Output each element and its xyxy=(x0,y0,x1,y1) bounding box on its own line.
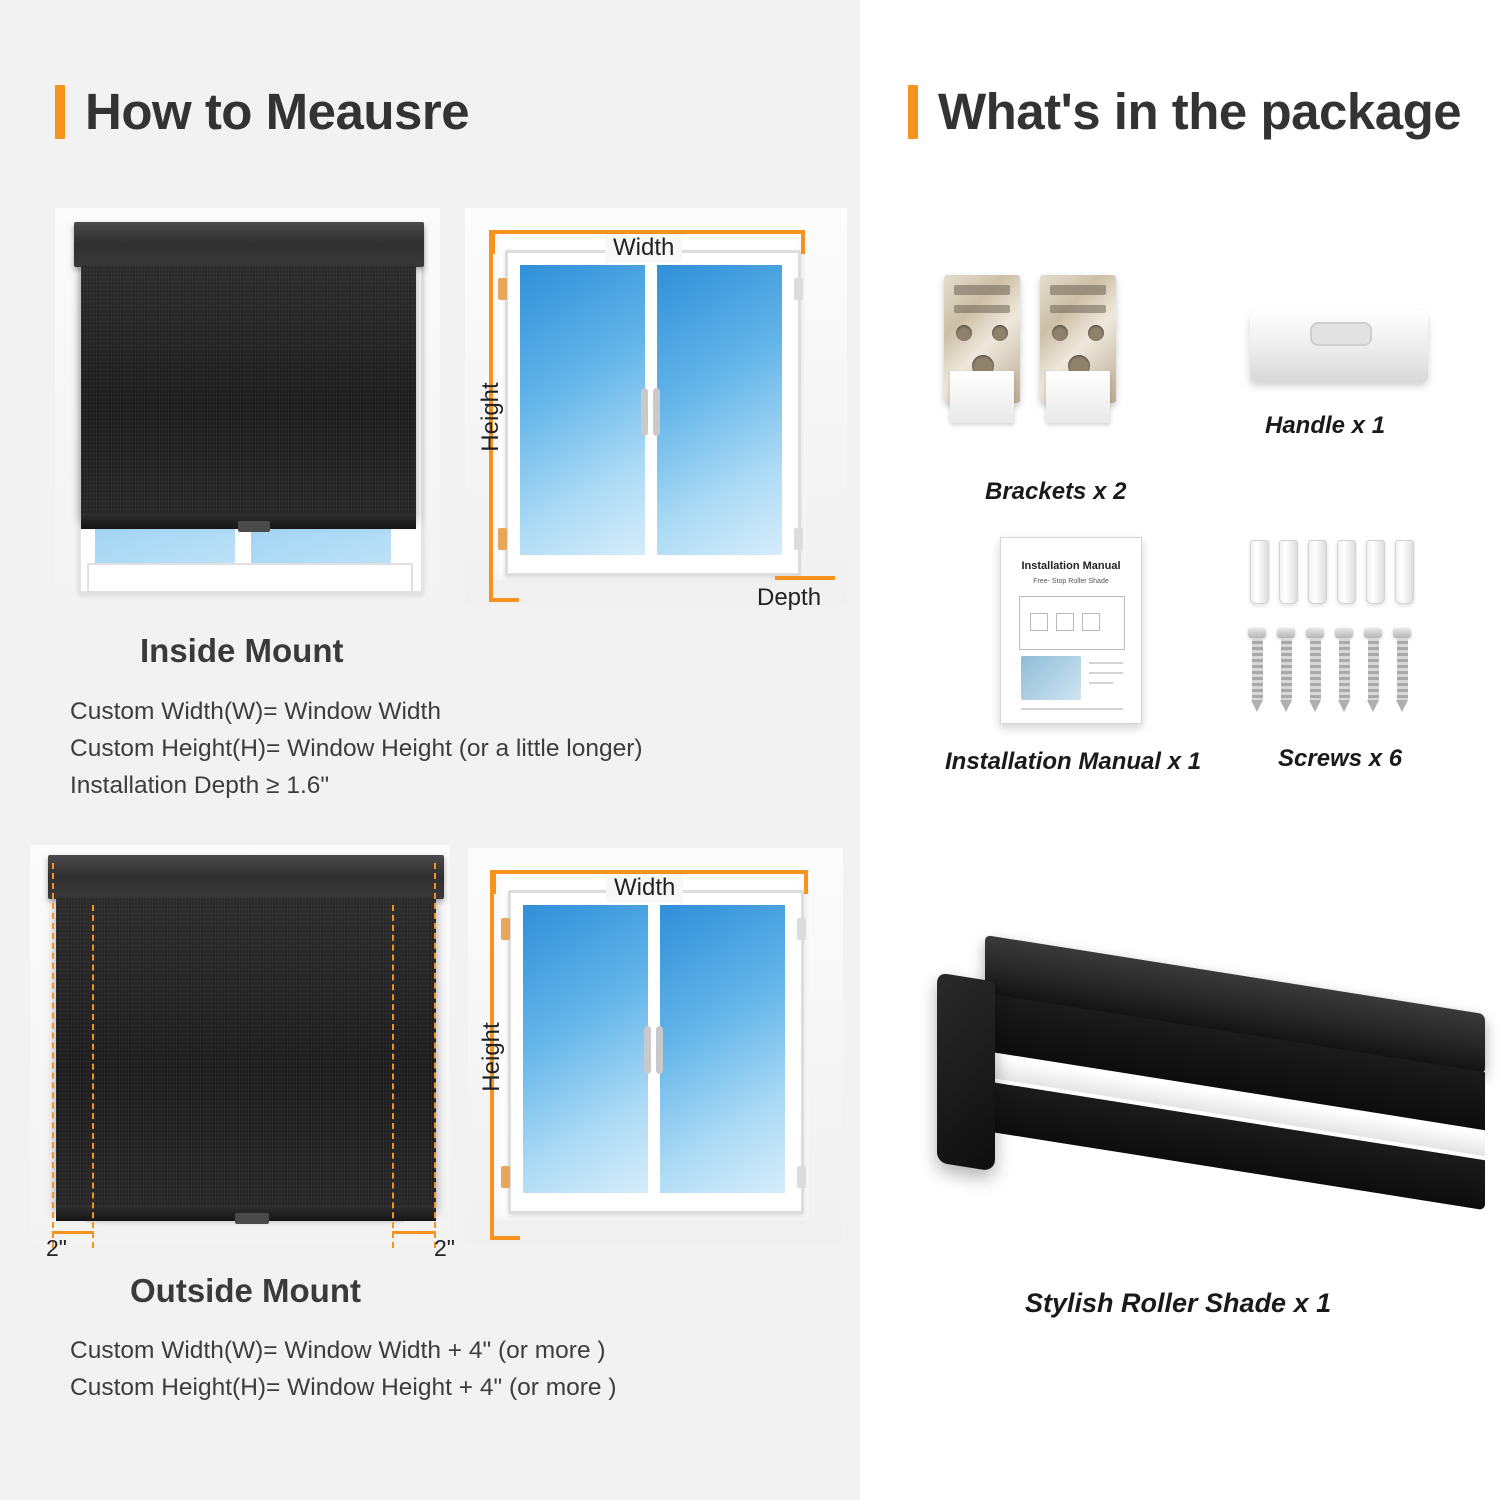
screw-6-head xyxy=(1393,628,1411,638)
manual-cover-title: Installation Manual xyxy=(1021,560,1121,572)
screw-5-shaft xyxy=(1368,638,1379,700)
screw-4-tip xyxy=(1338,700,1350,712)
hinge-bottom-left xyxy=(498,528,507,550)
label-screws: Screws x 6 xyxy=(1278,745,1403,772)
screw-1-shaft xyxy=(1252,638,1263,700)
screw-2-shaft xyxy=(1281,638,1292,700)
manual-text-line-2 xyxy=(1089,672,1123,674)
wall-anchor-6 xyxy=(1395,540,1414,604)
heading-text: How to Meausre xyxy=(85,83,470,140)
window-handle-left-outside xyxy=(644,1026,651,1074)
hinge-top-left-outside xyxy=(501,918,510,940)
wall-anchor-3 xyxy=(1308,540,1327,604)
overhang-guide-left xyxy=(52,863,54,1248)
manual-diagram-figure-3 xyxy=(1082,613,1100,631)
screw-2-tip xyxy=(1280,700,1292,712)
dim-label-left-margin: 2" xyxy=(46,1235,67,1261)
heading-package xyxy=(908,82,1461,141)
heading-text-package: What's in the package xyxy=(938,83,1462,140)
dim-label-right-margin: 2" xyxy=(434,1235,455,1261)
bracket-2-slot-top xyxy=(1050,285,1106,295)
outside-mount-label: Outside Mount xyxy=(130,1272,361,1309)
screw-3-tip xyxy=(1309,700,1321,712)
label-handle: Handle x 1 xyxy=(1265,412,1386,439)
manual-cover-photo xyxy=(1021,656,1081,700)
bracket-1-hole-right xyxy=(992,325,1008,341)
overhang-guide-right xyxy=(434,863,436,1248)
wall-anchor-5 xyxy=(1366,540,1385,604)
screw-1-tip xyxy=(1251,700,1263,712)
window-handle-right-outside xyxy=(656,1026,663,1074)
manual-diagram-box xyxy=(1019,596,1125,650)
screw-1-head xyxy=(1248,628,1266,638)
shade-pull-tab xyxy=(238,521,270,532)
wall-anchor-1 xyxy=(1250,540,1269,604)
label-brackets: Brackets x 2 xyxy=(985,478,1127,505)
dim-line-depth xyxy=(775,576,835,580)
dim-line-left-margin xyxy=(52,1231,94,1234)
inside-mount-measure-diagram xyxy=(465,208,847,611)
diagram-glass-left-outside xyxy=(523,905,648,1193)
dim-line-right-margin xyxy=(392,1231,436,1234)
handle-grip-slot xyxy=(1310,322,1372,346)
shade-valance xyxy=(74,222,424,267)
screw-4-head xyxy=(1335,628,1353,638)
bracket-1-hole-left xyxy=(956,325,972,341)
outside-mount-measure-diagram xyxy=(468,848,843,1243)
bracket-2-hole-right xyxy=(1088,325,1104,341)
wall-anchor-4 xyxy=(1337,540,1356,604)
right-panel-package-contents xyxy=(860,0,1500,1500)
accent-bar-package xyxy=(908,85,918,139)
dim-label-width-outside: Width xyxy=(606,874,683,902)
inside-spec-2: Custom Height(H)= Window Height (or a little longer) xyxy=(70,735,643,762)
screw-5-head xyxy=(1364,628,1382,638)
screw-6-shaft xyxy=(1397,638,1408,700)
inside-mount-label: Inside Mount xyxy=(140,632,344,669)
window-sill xyxy=(87,563,413,593)
dim-label-width: Width xyxy=(605,234,682,262)
inside-mount-shade-illustration xyxy=(55,208,440,606)
dim-label-height-outside: Height xyxy=(478,1022,505,1092)
accent-bar xyxy=(55,85,65,139)
manual-cover-subtitle: Free- Stop Roller Shade xyxy=(1033,578,1109,585)
outside-spec-1: Custom Width(W)= Window Width + 4" (or more ) xyxy=(70,1337,606,1364)
hinge-top-right-outside xyxy=(797,918,806,940)
screw-6-tip xyxy=(1396,700,1408,712)
dim-tick-width-right-outside xyxy=(804,870,808,894)
roller-shade-illustration xyxy=(875,905,1485,1245)
bracket-1-white-base xyxy=(950,371,1014,423)
manual-text-line-4 xyxy=(1021,708,1123,710)
brackets-illustration xyxy=(940,275,1150,445)
bracket-2-slot-mid xyxy=(1050,305,1106,313)
installation-manual-illustration xyxy=(1000,537,1142,724)
manual-diagram-figure-1 xyxy=(1030,613,1048,631)
heading-how-to-measure xyxy=(55,82,469,141)
handle-body xyxy=(1250,310,1428,382)
hinge-top-right xyxy=(794,278,803,300)
dim-tick-height-bottom xyxy=(489,598,519,602)
bracket-1-slot-top xyxy=(954,285,1010,295)
dim-tick-height-bottom-outside xyxy=(490,1236,520,1240)
shade-fabric-outside xyxy=(56,898,436,1210)
handle-illustration xyxy=(1250,310,1430,390)
window-handle-right xyxy=(653,388,660,436)
dim-label-depth: Depth xyxy=(757,584,822,611)
diagram-glass-right xyxy=(657,265,782,555)
bracket-1-slot-mid xyxy=(954,305,1010,313)
dim-label-height: Height xyxy=(477,382,504,452)
manual-text-line-1 xyxy=(1089,662,1123,664)
window-edge-guide-left xyxy=(92,905,94,1248)
diagram-glass-right-outside xyxy=(660,905,785,1193)
screws-illustration xyxy=(1250,540,1440,720)
manual-text-line-3 xyxy=(1089,682,1113,684)
label-installation-manual: Installation Manual x 1 xyxy=(945,748,1202,775)
shade-pull-tab-outside xyxy=(235,1213,269,1224)
bracket-2-white-base xyxy=(1046,371,1110,423)
window-handle-left xyxy=(641,388,648,436)
screw-3-shaft xyxy=(1310,638,1321,700)
screw-5-tip xyxy=(1367,700,1379,712)
shade-fabric xyxy=(81,266,416,518)
manual-diagram-figure-2 xyxy=(1056,613,1074,631)
hinge-top-left xyxy=(498,278,507,300)
screw-3-head xyxy=(1306,628,1324,638)
dim-tick-width-right xyxy=(801,230,805,254)
inside-spec-1: Custom Width(W)= Window Width xyxy=(70,698,441,725)
hinge-bottom-left-outside xyxy=(501,1166,510,1188)
outside-mount-shade-illustration xyxy=(30,845,455,1261)
roller-shade-end-cap xyxy=(937,972,995,1171)
label-roller-shade: Stylish Roller Shade x 1 xyxy=(1025,1288,1332,1318)
shade-valance-outside xyxy=(48,855,444,899)
hinge-bottom-right xyxy=(794,528,803,550)
inside-spec-3: Installation Depth ≥ 1.6" xyxy=(70,772,330,799)
bracket-2-hole-left xyxy=(1052,325,1068,341)
window-edge-guide-right xyxy=(392,905,394,1248)
outside-spec-2: Custom Height(H)= Window Height + 4" (or more ) xyxy=(70,1374,617,1401)
wall-anchor-2 xyxy=(1279,540,1298,604)
diagram-glass-left xyxy=(520,265,645,555)
screw-2-head xyxy=(1277,628,1295,638)
hinge-bottom-right-outside xyxy=(797,1166,806,1188)
screw-4-shaft xyxy=(1339,638,1350,700)
